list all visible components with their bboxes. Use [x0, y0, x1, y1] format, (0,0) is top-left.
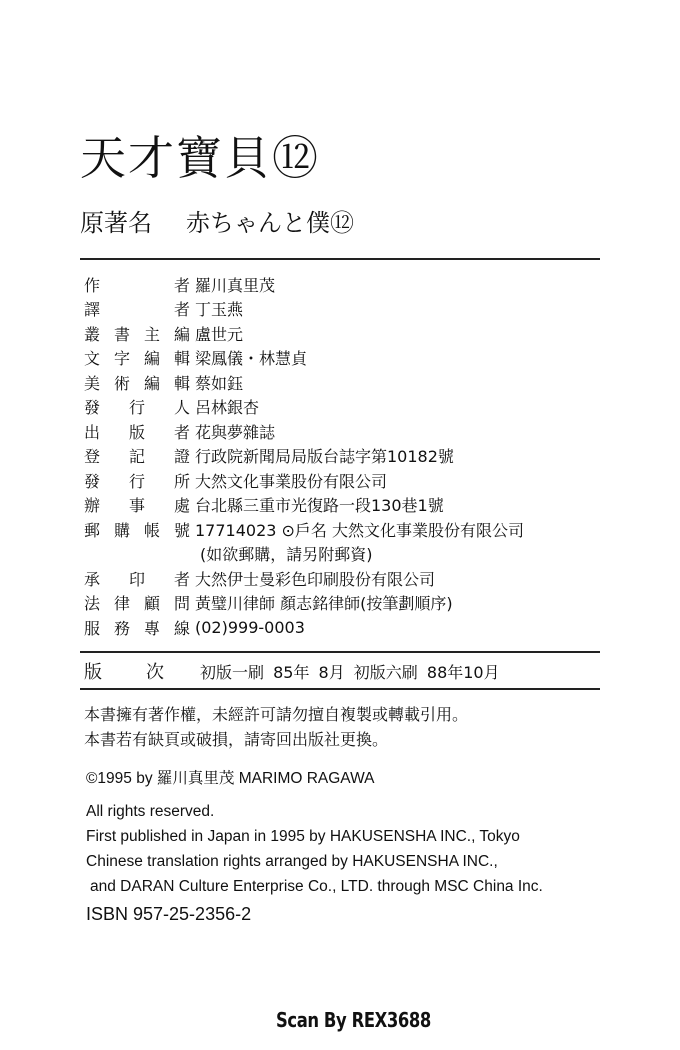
rights-line: First published in Japan in 1995 by HAKUSENSHA INC., Tokyo	[86, 828, 520, 845]
rights-line: Chinese translation rights arranged by HAKUSENSHA INC.,	[86, 853, 498, 870]
copyright-line: ©1995 by 羅川真里茂 MARIMO RAGAWA	[86, 770, 375, 787]
credit-row	[84, 346, 624, 371]
credit-row	[84, 419, 624, 444]
credits-list	[84, 272, 624, 640]
credit-row	[84, 395, 624, 420]
isbn: ISBN 957-25-2356-2	[86, 904, 252, 924]
notice-line: 本書若有缺頁或破損，請寄回出版社更換。	[84, 730, 389, 749]
rights-line: and DARAN Culture Enterprise Co., LTD. through MSC China Inc.	[90, 878, 543, 895]
credit-value: 梁鳳儀・林慧貞	[195, 349, 308, 369]
credit-value: 蔡如鈺	[195, 373, 244, 393]
credit-label: 出 版 者	[84, 422, 190, 442]
divider-bottom	[80, 688, 600, 690]
english-rights	[86, 766, 543, 927]
credit-row	[84, 370, 624, 395]
credit-value: 丁玉燕	[195, 300, 244, 320]
credit-label: 美 術 編 輯	[84, 373, 190, 393]
original-title-label: 原著名	[80, 209, 152, 237]
rights-line: All rights reserved.	[86, 803, 215, 820]
credit-value: 花與夢雜誌	[195, 422, 276, 442]
credit-value: 大然文化事業股份有限公司	[195, 471, 388, 491]
credit-row	[84, 321, 624, 346]
edition-value: 初版一刷 85年 8月 初版六刷 88年10月	[200, 662, 500, 682]
credit-value: (02)999-0003	[195, 617, 305, 637]
credit-row	[84, 297, 624, 322]
credit-value: 盧世元	[195, 324, 244, 344]
credit-label: 承 印 者	[84, 569, 190, 589]
credit-label: 譯 者	[84, 300, 190, 320]
credit-value: 黃璧川律師 顏志銘律師(按筆劃順序)	[195, 594, 453, 614]
credit-label: 郵 購 帳 號	[84, 520, 190, 540]
credit-row	[84, 615, 624, 640]
credit-value: 羅川真里茂	[195, 275, 276, 295]
credit-value: 行政院新聞局局版台誌字第10182號	[195, 447, 454, 467]
edition-row	[84, 658, 614, 684]
scan-credit: Scan By REX3688	[276, 1008, 431, 1032]
credit-label: 叢 書 主 編	[84, 324, 190, 344]
credit-label: 服 務 專 線	[84, 618, 190, 638]
credit-row	[84, 517, 624, 542]
divider-middle	[80, 651, 600, 653]
credit-value: 呂林銀杏	[195, 398, 260, 418]
credit-value: (如欲郵購，請另附郵資)	[200, 545, 373, 565]
credit-label: 文 字 編 輯	[84, 349, 190, 369]
credit-label: 作 者	[84, 275, 190, 295]
divider-top	[80, 258, 600, 260]
credit-value: 台北縣三重市光復路一段130巷1號	[195, 496, 444, 516]
credit-value: 大然伊士曼彩色印刷股份有限公司	[195, 569, 436, 589]
credit-row	[84, 591, 624, 616]
credit-row	[84, 566, 624, 591]
edition-label: 版 次	[84, 662, 164, 683]
credit-row	[84, 444, 624, 469]
notice-line: 本書擁有著作權，未經許可請勿擅自複製或轉載引用。	[84, 705, 469, 724]
credit-row	[84, 272, 624, 297]
credit-label: 辦 事 處	[84, 496, 190, 516]
notices	[84, 702, 468, 752]
credit-row	[84, 542, 624, 567]
original-title-value: 赤ちゃんと僕⑫	[186, 209, 354, 237]
book-title: 天才寶貝⑫	[80, 131, 320, 185]
credit-label: 登 記 證	[84, 447, 190, 467]
credit-label: 發 行 所	[84, 471, 190, 491]
credit-value: 17714023 ⊙戶名 大然文化事業股份有限公司	[195, 520, 525, 540]
credit-row	[84, 468, 624, 493]
credit-label: 發 行 人	[84, 398, 190, 418]
credit-row	[84, 493, 624, 518]
credit-label: 法 律 顧 問	[84, 594, 190, 614]
original-title	[80, 206, 354, 240]
